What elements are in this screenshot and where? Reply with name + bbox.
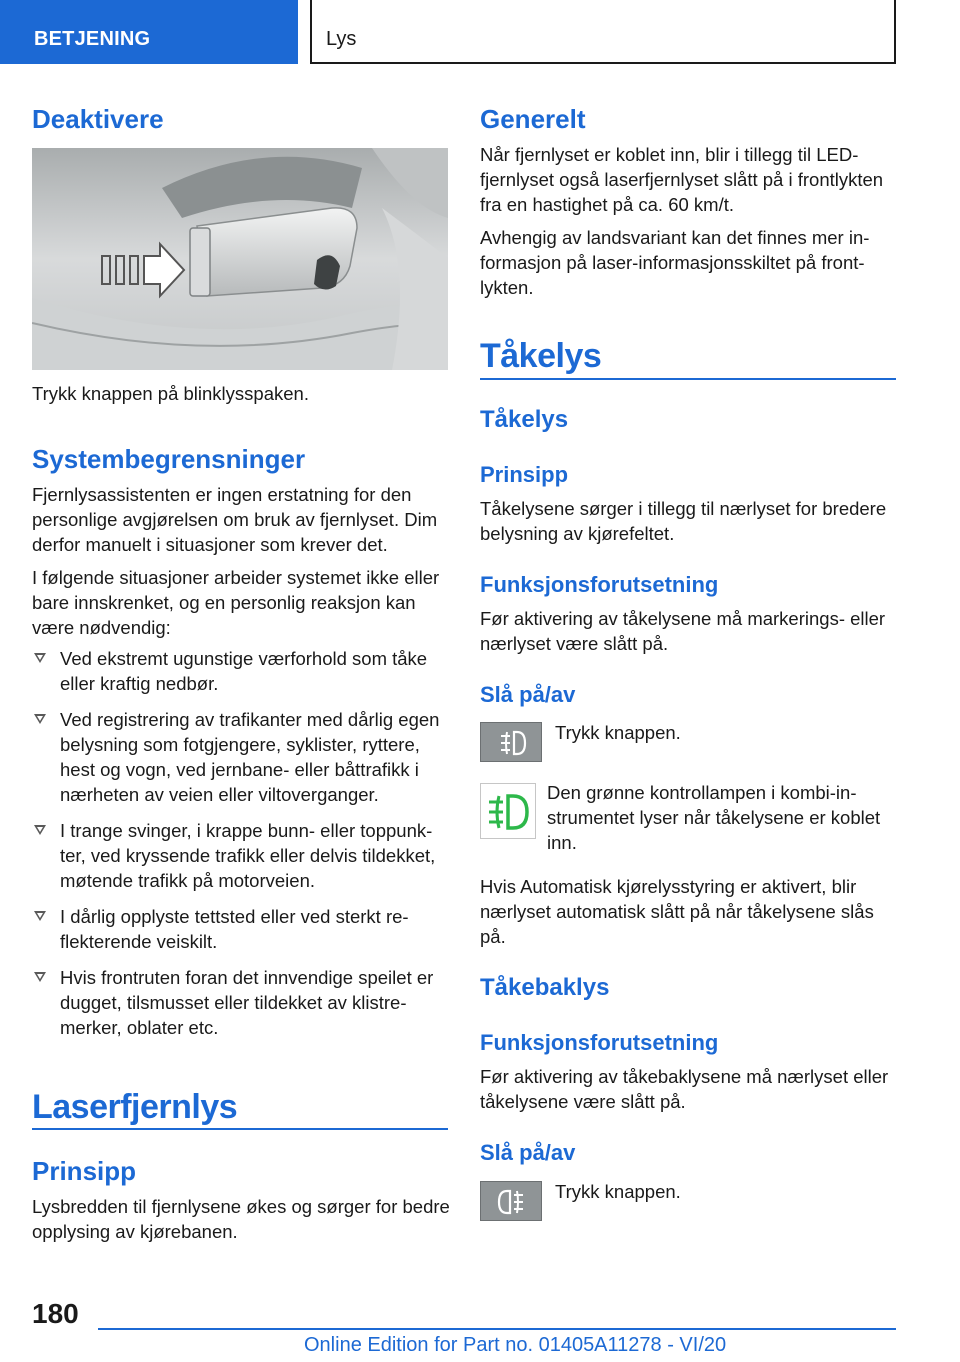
deaktivere-caption: Trykk knappen på blinklysspaken.	[32, 383, 309, 404]
takebaklys-sla-heading: Slå på/av	[480, 1140, 576, 1165]
list-item: Ved ekstremt ugunstige værforhold som tåke eller kraftig nedbør.	[32, 646, 450, 696]
footer-rule	[98, 1328, 896, 1330]
takelys-rule	[480, 378, 896, 380]
system-paragraph-2: I følgende situasjoner arbeider systemet ikke eller bare innskrenket, og en personlig reaksjon kan være nødvendig:	[32, 567, 440, 638]
takebaklys-press-text: Trykk knappen.	[555, 1181, 681, 1202]
generelt-paragraph-1: Når fjernlyset er koblet inn, blir i tillegg til LED-fjernlyset også laserfjernlyset slått på i frontlykten fra en hastighet på ca. 60 km/t.	[480, 144, 884, 215]
triangle-bullet-icon	[34, 653, 46, 663]
laser-prinsipp-text: Lysbredden til fjernlysene økes og sørger for bedre opplysing av kjørebanen.	[32, 1196, 450, 1242]
generelt-heading: Generelt	[480, 104, 586, 134]
takelys-main-heading: Tåkelys	[480, 337, 602, 375]
lamp-description: Den grønne kontrollampen i kombi-instrumentet lyser når tåkelysene er koblet inn.	[547, 782, 881, 853]
stalk-illustration	[32, 148, 448, 370]
chapter-header	[310, 0, 896, 64]
takelys-prinsipp-heading: Prinsipp	[480, 462, 569, 487]
system-paragraph-1: Fjernlysassistenten er ingen erstatning for den personlige avgjørelsen om bruk av fjernlyset. Dim derfor manuelt i situasjoner som krever det.	[32, 484, 438, 555]
list-item: Hvis frontruten foran det innvendige speilet er dugget, tilsmusset eller tildekket av klistremerker, oblater etc.	[32, 965, 450, 1040]
list-item: Ved registrering av trafikanter med dårlig egen belysning som fotgjengere, syklister, ryttere, hest og vogn, ved jernbane- eller båttrafikk i nærheten av veien eller viltoverganger.	[32, 707, 450, 807]
takebaklys-heading: Tåkebaklys	[480, 974, 610, 1001]
rear-fog-light-button-icon	[480, 1181, 542, 1221]
takelys-heading: Tåkelys	[480, 406, 569, 433]
takelys-press-text: Trykk knappen.	[555, 722, 681, 743]
takebaklys-funk-text: Før aktivering av tåkebaklysene må nærlyset eller tåkelysene være slått på.	[480, 1066, 889, 1112]
takelys-funk-text: Før aktivering av tåkelysene må markerings- eller nærlyset være slått på.	[480, 608, 886, 654]
limitation-list	[32, 646, 450, 1051]
triangle-bullet-icon	[34, 911, 46, 921]
edition-text: Online Edition for Part no. 01405A11278 - VI/20	[304, 1334, 727, 1356]
takelys-prinsipp-text: Tåkelysene sørger i tillegg til nærlyset for bredere belysning av kjørefeltet.	[480, 498, 887, 544]
triangle-bullet-icon	[34, 714, 46, 724]
laserfjernlys-heading: Laserfjernlys	[32, 1088, 238, 1126]
laserfjernlys-rule	[32, 1128, 448, 1130]
fog-light-button-icon	[480, 722, 542, 762]
chapter-label: Lys	[326, 28, 357, 50]
auto-light-text: Hvis Automatisk kjørelysstyring er aktivert, blir nærlyset automatisk slått på når tåkelysene slås på.	[480, 876, 874, 947]
systembegrensninger-heading: Systembegrensninger	[32, 444, 306, 474]
section-label: BETJENING	[34, 28, 151, 50]
section-tab	[0, 0, 298, 64]
deaktivere-heading: Deaktivere	[32, 104, 164, 134]
takelys-sla-heading: Slå på/av	[480, 682, 576, 707]
list-item: I trange svinger, i krappe bunn- eller toppunkter, ved kryssende trafikk eller delvis tildekket, møtende trafikk på motorveien.	[32, 818, 450, 893]
list-item: I dårlig opplyste tettsted eller ved sterkt reflekterende veiskilt.	[32, 904, 450, 954]
laser-prinsipp-heading: Prinsipp	[32, 1156, 137, 1186]
generelt-paragraph-2: Avhengig av landsvariant kan det finnes mer informasjon på laser-informasjonsskiltet på frontlykten.	[480, 227, 870, 298]
triangle-bullet-icon	[34, 825, 46, 835]
takebaklys-funk-heading: Funksjonsforutsetning	[480, 1030, 719, 1055]
takelys-funk-heading: Funksjonsforutsetning	[480, 572, 719, 597]
green-fog-indicator-icon	[480, 783, 536, 839]
page-number: 180	[32, 1298, 79, 1329]
triangle-bullet-icon	[34, 972, 46, 982]
